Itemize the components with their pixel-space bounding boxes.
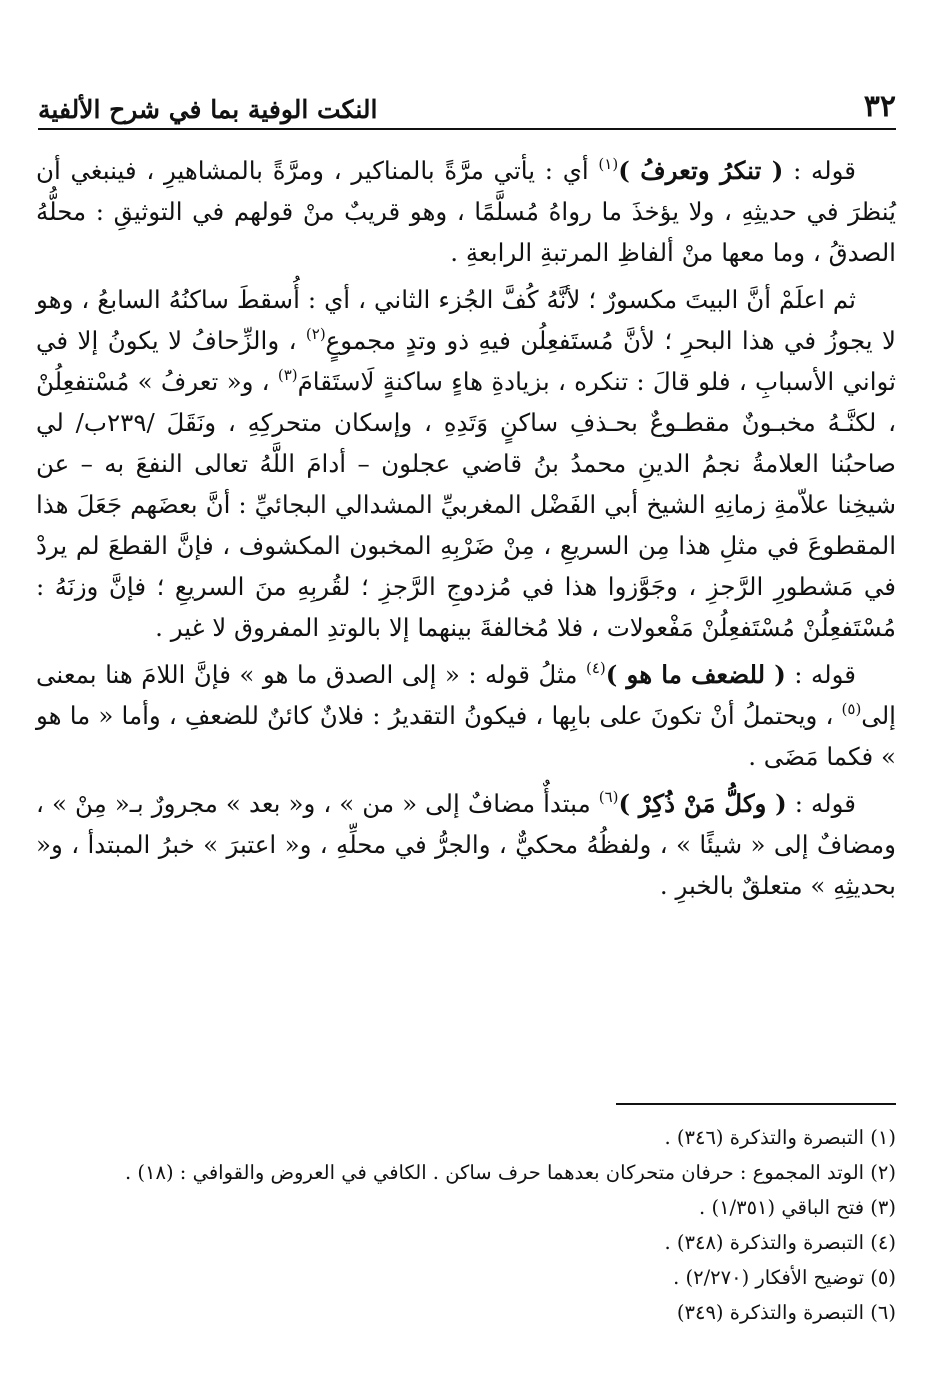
paragraph-text: ثم اعلَمْ أنَّ البيتَ مكسورٌ ؛ لأنَّهُ كُفَّ الجُزء الثاني ، أي : أُسقطَ ساكنُهُ السابعُ ، وهو لا يجوزُ في هذا البحرِ ؛ لأنَّ مُستَفعِلُن فيهِ ذو وتدٍ مجموعٍ (36, 285, 896, 355)
lemma-quote: ( تنكرُ وتعرفُ ) (618, 156, 784, 185)
footnote-ref: (٥) (841, 700, 862, 718)
running-title: النكت الوفية بما في شرح الألفية (38, 95, 378, 124)
footnote-1: (١) التبصرة والتذكرة (٣٤٦) . (664, 1126, 896, 1149)
footnote-5: (٥) توضيح الأفكار (٢/٢٧٠) . (673, 1266, 896, 1289)
paragraph-3 (36, 654, 896, 777)
footnote-4: (٤) التبصرة والتذكرة (٣٤٨) . (664, 1231, 896, 1254)
footnote-3: (٣) فتح الباقي (١/٣٥١) . (699, 1196, 896, 1219)
running-header (38, 72, 896, 130)
paragraph-text: ، والزِّحافُ لا يكونُ إلا في ثواني الأسبابِ ، فلو قالَ : تنكره ، بزيادةِ هاءٍ ساكنةٍ لَاستَقامَ (36, 326, 897, 396)
footnote-ref: (٣) (277, 366, 298, 384)
footnotes (36, 1120, 896, 1330)
lemma-quote: ( وكلُّ مَنْ ذُكِرْ ) (618, 789, 787, 818)
lemma-lead: قوله : (786, 789, 857, 818)
footnote-6: (٦) التبصرة والتذكرة (٣٤٩) (676, 1301, 896, 1324)
lemma-quote: ( للضعف ما هو ) (605, 660, 786, 689)
paragraph-1 (36, 150, 896, 273)
paragraph-text: مثلُ قوله : « إلى الصدق ما هو » فإنَّ اللامَ هنا بمعنى إلى (36, 660, 896, 730)
footnote-2: (٢) الوتد المجموع : حرفان متحركان بعدهما حرف ساكن . الكافي في العروض والقوافي : (١٨) . (125, 1161, 896, 1184)
paragraph-text: مبتدأٌ مضافٌ إلى « من » ، و« بعد » مجرورٌ بـ« مِنْ » ، ومضافٌ إلى « شيئًا » ، ولفظُهُ محكيٌّ ، والجرُّ في محلِّهِ ، و« اعتبرَ » خبرُ المبتدأ ، و« بحديثِهِ » متعلقٌ بالخبرِ . (36, 789, 896, 900)
lemma-lead: قوله : (783, 156, 856, 185)
footnote-divider (616, 1103, 896, 1105)
page-number: ٣٢ (863, 89, 896, 124)
main-text (36, 150, 896, 912)
footnote-ref: (٦) (598, 788, 619, 806)
paragraph-2 (36, 279, 896, 648)
paragraph-text: أي : يأتي مرَّةً بالمناكير ، ومرَّةً بالمشاهيرِ ، فينبغي أن يُنظرَ في حديثِهِ ، ولا يؤخذَ ما رواهُ مُسلَّمًا ، وهو قريبٌ منْ قولهم في التوثيقِ : محلُّهُ الصدقُ ، وما معها منْ ألفاظِ المرتبةِ الرابعةِ . (36, 156, 896, 267)
footnote-ref: (٢) (305, 325, 326, 343)
footnote-ref: (١) (598, 155, 619, 173)
paragraph-4 (36, 783, 896, 906)
paragraph-text: ، ويحتملُ أنْ تكونَ على بابِها ، فيكونُ التقديرُ : فلانٌ كائنٌ للضعفِ ، وأما « ما هو » فكما مَضَى . (36, 701, 896, 771)
paragraph-text: ، و« تعرفُ » مُسْتفعِلُنْ ، لكنَّـهُ مخبـونٌ مقطـوعٌ بحـذفِ ساكنٍ وَتَدِهِ ، وإسكان متحركِهِ ، ونَقَلَ /٢٣٩ب/ لي صاحبُنا العلامةُ نجمُ الدينِ محمدُ بنُ قاضي عجلون – أدامَ اللَّهُ تعالى النفعَ به – عن شيخِنا علاّمةِ زمانِهِ الشيخ أبي الفَضْل المغربيِّ المشدالي البجائيِّ : أنَّ بعضَهم جَعَلَ هذا المقطوعَ في مثلِ هذا مِن السريعِ ، مِنْ ضَرْبِهِ المخبون المكشوف ، فإنَّ القطعَ لم يردْ في مَشطورِ الرَّجزِ ، وجَوَّزوا هذا في مُزدوجِ الرَّجزِ ؛ لقُربِهِ منَ السريعِ ؛ فإنَّ وزنَهُ : مُسْتَفعِلُنْ مُسْتَفعِلُنْ مَفْعولات ، فلا مُخالفةَ بينهما إلا بالوتدِ المفروق لا غير . (36, 367, 896, 642)
lemma-lead: قوله : (785, 660, 856, 689)
footnote-ref: (٤) (585, 659, 606, 677)
